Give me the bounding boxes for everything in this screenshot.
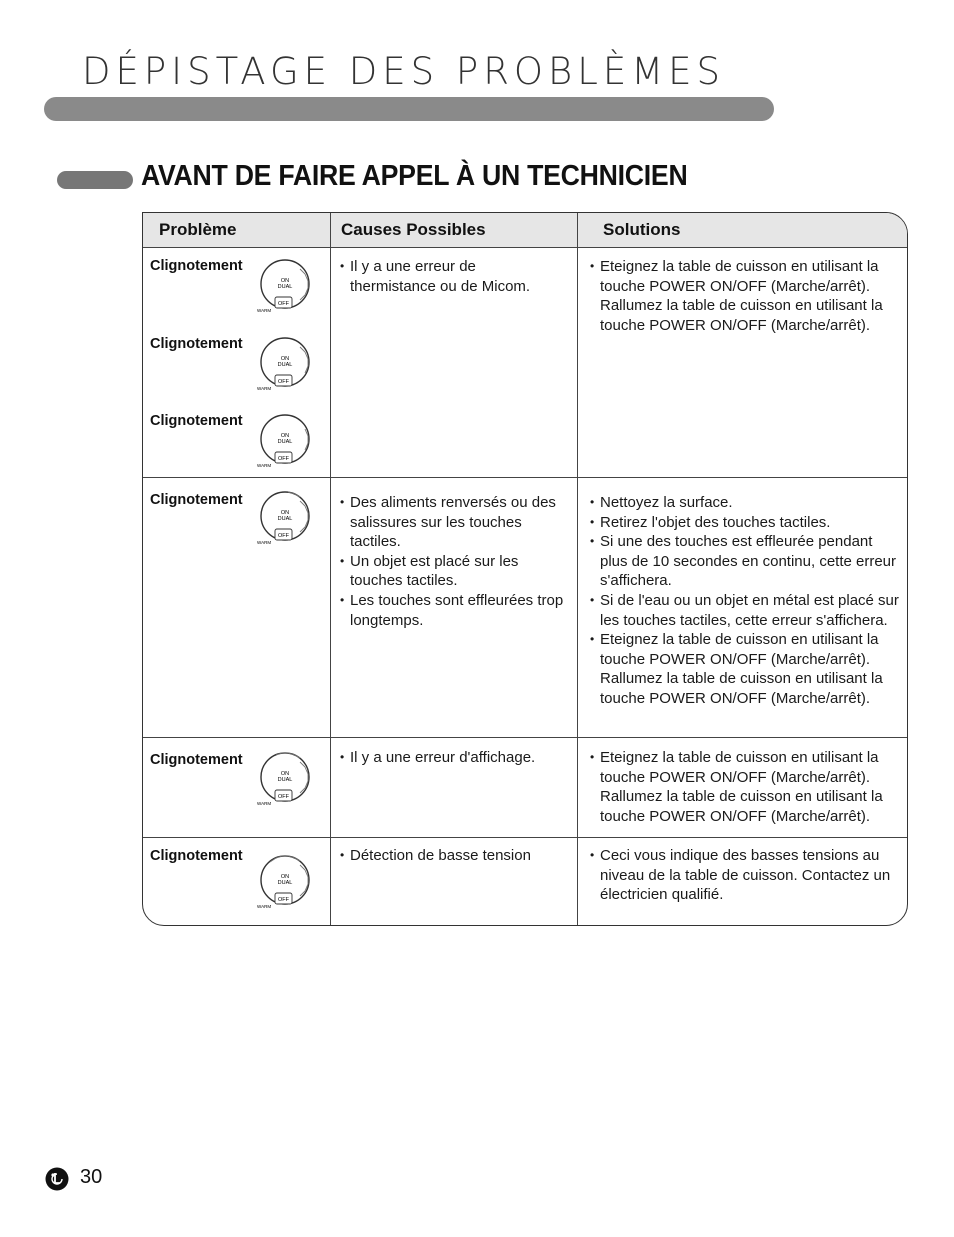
solution-item: • Ceci vous indique des basses tensions au niveau de la table de cuisson. Contactez un électricien qualifié. [590,846,904,905]
dial-dual-label: DUAL [277,880,293,886]
cause-item: • Les touches sont effleurées trop longtemps. [340,591,568,630]
dial-on-label: ON [280,356,290,362]
dial-dual-label: DUAL [277,439,293,445]
cause-item: • Un objet est placé sur les touches tactiles. [340,552,568,591]
dial-dual-label: DUAL [277,284,293,290]
row-divider [143,837,907,838]
solutions-cell [590,257,902,335]
dial-warm-label: WARM [257,540,272,545]
row-divider [143,477,907,478]
causes-cell [340,257,565,296]
cause-item: • Il y a une erreur d'affichage. [340,748,568,768]
dial-off-label: OFF [278,533,289,539]
dial-display-icon [252,489,314,545]
page-title: DÉPISTAGE DES PROBLÈMES [82,50,726,93]
column-header-probleme: Problème [159,220,237,239]
dial-on-label: ON [280,510,290,516]
problem-label: Clignotement [150,492,243,508]
column-divider [577,213,578,925]
dial-dual-label: DUAL [277,362,293,368]
solution-item: • Eteignez la table de cuisson en utilisant la touche POWER ON/OFF (Marche/arrêt). Rallumez la table de cuisson en utilisant la touche POWER ON/OFF (Marche/arrêt). [590,748,902,826]
dial-off-label: OFF [278,897,289,903]
solution-item: • Retirez l'objet des touches tactiles. [590,513,902,533]
dial-display-icon [252,750,314,806]
problem-label: Clignotement [150,752,243,768]
dial-dual-label: DUAL [277,516,293,522]
dial-off-label: OFF [278,301,289,307]
dial-dual-label: DUAL [277,777,293,783]
dial-off-label: OFF [278,456,289,462]
dial-on-label: ON [280,278,290,284]
cause-item: • Des aliments renversés ou des salissures sur les touches tactiles. [340,493,568,552]
problem-label: Clignotement [150,336,243,352]
problem-label: Clignotement [150,413,243,429]
solutions-cell [590,748,902,826]
dial-on-label: ON [280,771,290,777]
dial-off-label: OFF [278,794,289,800]
dial-on-label: ON [280,433,290,439]
cause-item: • Détection de basse tension [340,846,568,866]
causes-cell [340,846,568,866]
solution-item: • Nettoyez la surface. [590,493,902,513]
row-divider [143,737,907,738]
problem-label: Clignotement [150,258,243,274]
problem-label: Clignotement [150,848,243,864]
dial-off-label: OFF [278,379,289,385]
solutions-cell [590,493,902,709]
dial-warm-label: WARM [257,463,272,468]
table-header [143,213,907,248]
section-title: AVANT DE FAIRE APPEL À UN TECHNICIEN [141,160,688,192]
cause-item: • Il y a une erreur de thermistance ou de Micom. [340,257,565,296]
dial-warm-label: WARM [257,904,272,909]
dial-display-icon [252,335,314,391]
causes-cell [340,493,568,630]
column-header-causes: Causes Possibles [341,220,486,239]
solutions-cell [590,846,904,905]
causes-cell [340,748,568,768]
solution-item: • Eteignez la table de cuisson en utilisant la touche POWER ON/OFF (Marche/arrêt). Rallumez la table de cuisson en utilisant la touche POWER ON/OFF (Marche/arrêt). [590,630,902,708]
section-pill [57,171,133,189]
column-header-solutions: Solutions [603,220,681,239]
page-number: 30 [80,1166,103,1188]
dial-warm-label: WARM [257,386,272,391]
lg-logo-icon [45,1167,69,1191]
solution-item: • Si une des touches est effleurée pendant plus de 10 secondes en continu, cette erreur s'affichera. [590,532,902,591]
column-divider [330,213,331,925]
dial-display-icon [252,853,314,909]
dial-display-icon [252,412,314,468]
solution-item: • Si de l'eau ou un objet en métal est placé sur les touches tactiles, cette erreur s'affichera. [590,591,902,630]
dial-warm-label: WARM [257,308,272,313]
dial-warm-label: WARM [257,801,272,806]
troubleshooting-table [142,212,908,926]
solution-item: • Eteignez la table de cuisson en utilisant la touche POWER ON/OFF (Marche/arrêt). Rallumez la table de cuisson en utilisant la touche POWER ON/OFF (Marche/arrêt). [590,257,902,335]
dial-on-label: ON [280,874,290,880]
title-bar [44,97,774,121]
dial-display-icon [252,257,314,313]
